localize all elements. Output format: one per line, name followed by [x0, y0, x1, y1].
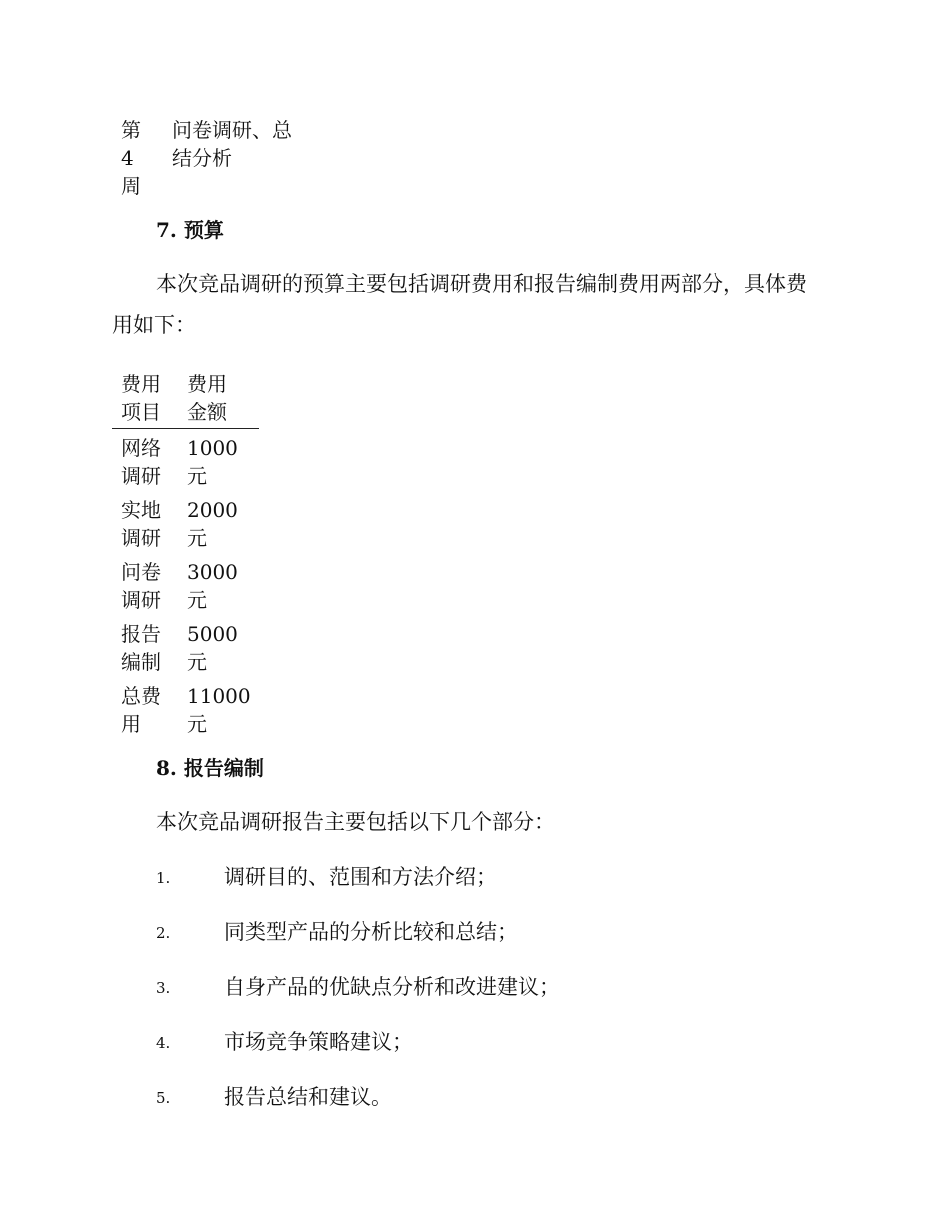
- report-heading: 8. 报告编制: [156, 756, 264, 780]
- list-item-number: 1.: [156, 869, 171, 887]
- row-item-line2: 调研: [121, 464, 161, 488]
- list-item-number: 2.: [156, 924, 171, 942]
- list-item-text: 市场竞争策略建议；: [224, 1030, 413, 1054]
- budget-intro-line1: 本次竞品调研的预算主要包括调研费用和报告编制费用两部分，具体费: [156, 272, 807, 296]
- row-amount-line2: 元: [187, 650, 207, 674]
- row-amount-line1: 1000: [187, 436, 238, 460]
- header-amount-line2: 金额: [187, 400, 227, 424]
- list-item-number: 3.: [156, 979, 171, 997]
- list-item-number: 5.: [156, 1089, 171, 1107]
- list-item-number: 4.: [156, 1034, 171, 1052]
- row-item-line1: 总费: [121, 684, 161, 708]
- row-amount-line2: 元: [187, 464, 207, 488]
- row-item-line2: 调研: [121, 526, 161, 550]
- table-header-rule: [112, 428, 259, 429]
- budget-heading: 7. 预算: [156, 218, 224, 242]
- list-item-text: 报告总结和建议。: [224, 1085, 392, 1109]
- row-item-line1: 问卷: [121, 560, 161, 584]
- header-amount-line1: 费用: [187, 372, 227, 396]
- list-item-text: 同类型产品的分析比较和总结；: [224, 920, 518, 944]
- row-amount-line1: 2000: [187, 498, 238, 522]
- row-amount-line1: 5000: [187, 622, 238, 646]
- row-item-line1: 实地: [121, 498, 161, 522]
- row-item-line2: 编制: [121, 650, 161, 674]
- row-amount-line2: 元: [187, 712, 207, 736]
- list-item-text: 自身产品的优缺点分析和改进建议；: [224, 975, 560, 999]
- row-item-line2: 调研: [121, 588, 161, 612]
- schedule-week-suffix: 周: [121, 174, 141, 198]
- header-item-line1: 费用: [121, 372, 161, 396]
- header-item-line2: 项目: [121, 400, 161, 424]
- list-item-text: 调研目的、范围和方法介绍；: [224, 865, 497, 889]
- row-amount-line2: 元: [187, 526, 207, 550]
- row-item-line2: 用: [121, 712, 141, 736]
- schedule-week-number: 4: [121, 146, 134, 170]
- schedule-task-line2: 结分析: [172, 146, 232, 170]
- row-amount-line1: 11000: [187, 684, 251, 708]
- row-item-line1: 报告: [121, 622, 161, 646]
- report-intro: 本次竞品调研报告主要包括以下几个部分：: [156, 810, 555, 834]
- budget-intro-line2: 用如下：: [112, 313, 196, 337]
- row-amount-line2: 元: [187, 588, 207, 612]
- row-item-line1: 网络: [121, 436, 161, 460]
- row-amount-line1: 3000: [187, 560, 238, 584]
- schedule-week-label: 第: [121, 118, 141, 142]
- schedule-task-line1: 问卷调研、总: [172, 118, 292, 142]
